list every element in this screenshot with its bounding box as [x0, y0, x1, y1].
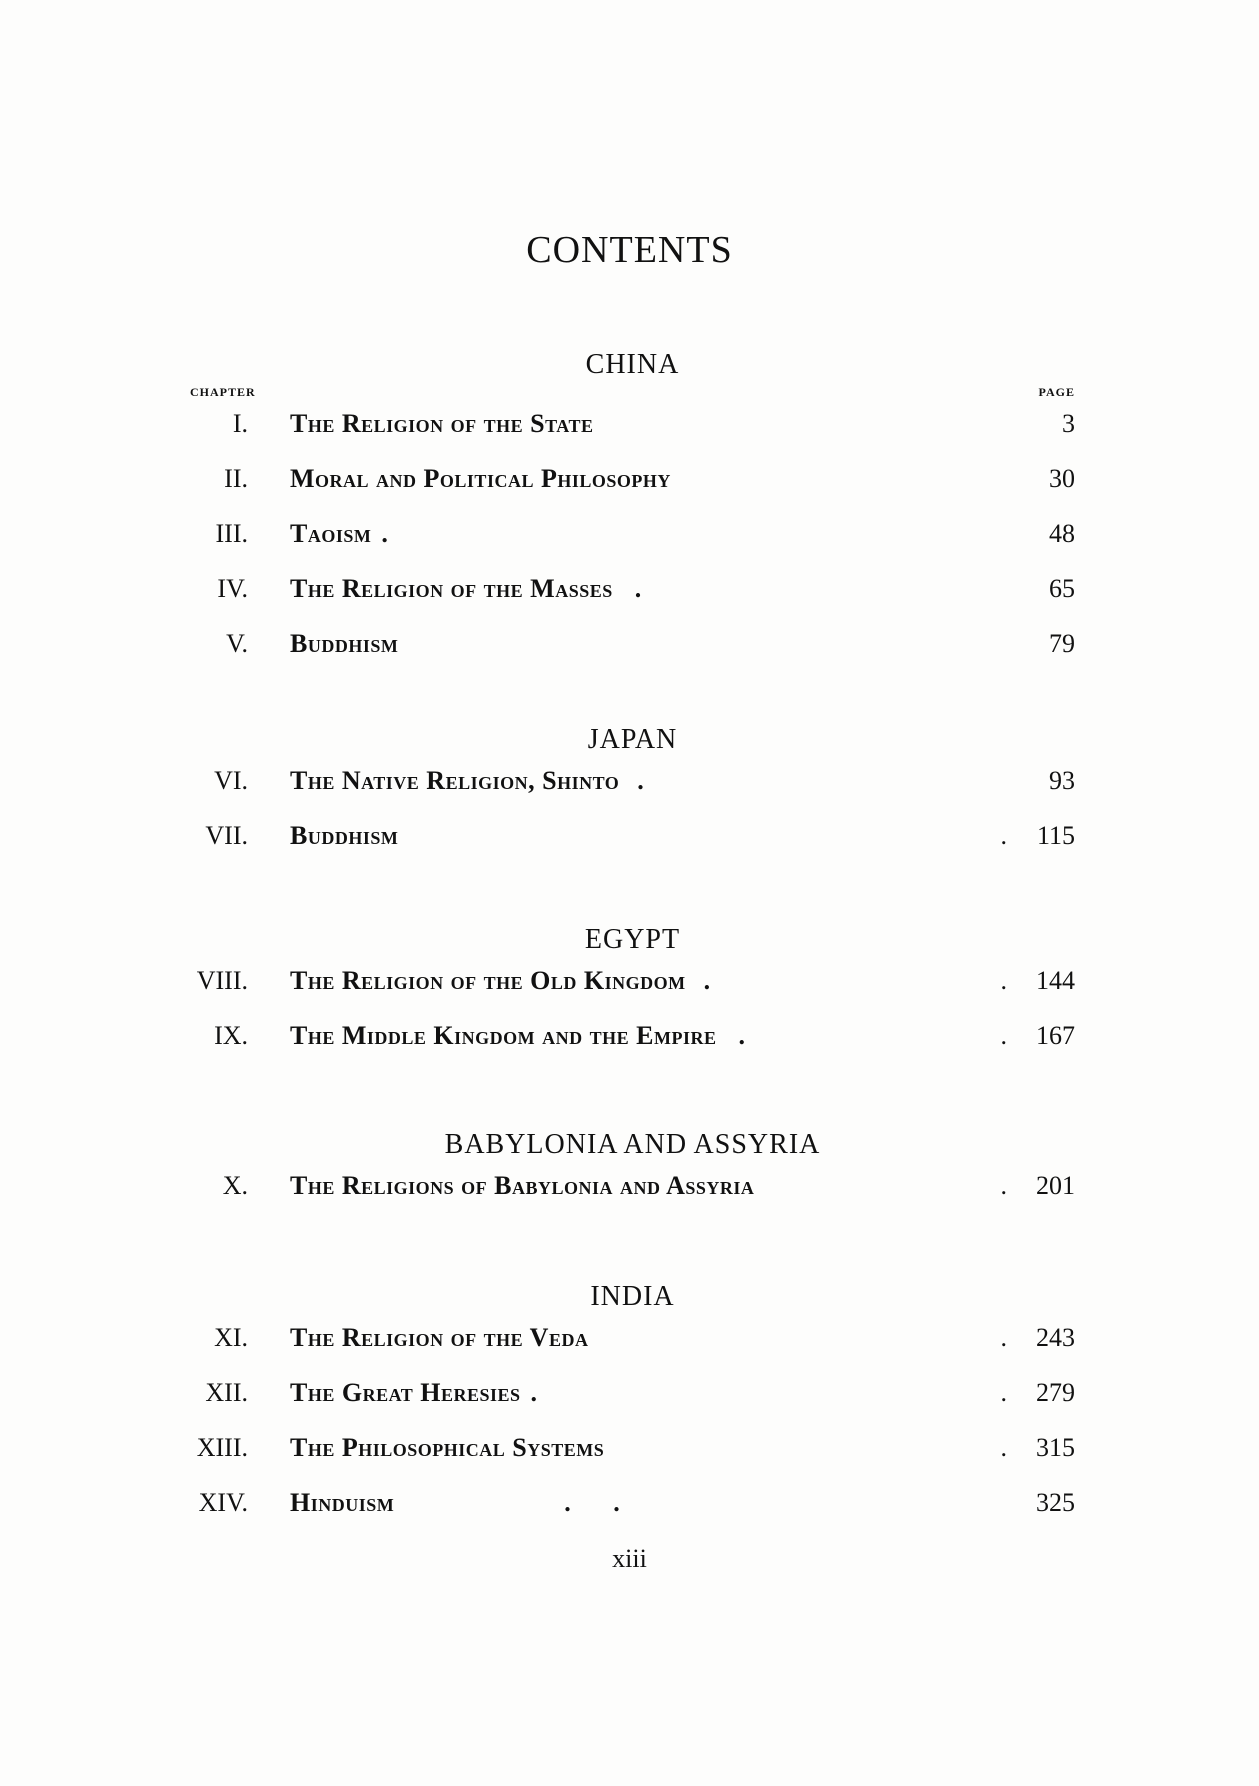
dot-leader: . [1000, 1378, 1007, 1407]
section-heading: INDIA [590, 1281, 675, 1312]
page-folio: xiii [612, 1544, 647, 1573]
dot-leader: . [634, 574, 642, 603]
chapter-number: IX. [214, 1021, 248, 1050]
toc-entry[interactable] [190, 1015, 1075, 1070]
chapter-number: V. [226, 629, 248, 658]
chapter-title: The Middle Kingdom and the Empire . [290, 1021, 746, 1050]
section-heading: CHINA [585, 349, 680, 380]
dot-leader: . [1000, 1323, 1007, 1352]
section-heading: EGYPT [584, 924, 681, 955]
dot-leader: . . [564, 1488, 638, 1517]
dot-leader: . [1000, 1433, 1007, 1462]
chapter-number: II. [224, 464, 248, 493]
section-heading: BABYLONIA AND ASSYRIA [444, 1129, 821, 1160]
chapter-number: IV. [217, 574, 248, 603]
toc-entry[interactable] [190, 623, 1075, 678]
chapter-title: The Great Heresies . [290, 1378, 538, 1407]
chapter-title: The Religion of the Masses . [290, 574, 642, 603]
dot-leader: . [530, 1378, 538, 1407]
section-china [190, 345, 1075, 678]
chapter-title: The Native Religion, Shinto . [290, 766, 645, 795]
chapter-number: VII. [205, 821, 248, 850]
dot-leader: . [738, 1021, 746, 1050]
page-number: 201 [1036, 1171, 1075, 1200]
toc-entry[interactable] [190, 1482, 1075, 1537]
page-number: 279 [1036, 1378, 1075, 1407]
toc-entry[interactable] [190, 760, 1075, 815]
chapter-number: VIII. [196, 966, 248, 995]
chapter-number: I. [232, 409, 248, 438]
page-number: 48 [1049, 519, 1075, 548]
chapter-label: CHAPTER [190, 385, 256, 399]
chapter-number: III. [215, 519, 248, 548]
chapter-number: XI. [214, 1323, 248, 1352]
chapter-number: XIV. [198, 1488, 248, 1517]
chapter-title: Buddhism [290, 629, 399, 658]
page-number: 79 [1049, 629, 1075, 658]
dot-leader: . [1000, 966, 1007, 995]
page-number: 65 [1049, 574, 1075, 603]
dot-leader: . [637, 766, 645, 795]
toc-entry[interactable] [190, 458, 1075, 513]
chapter-title: The Religion of the Veda [290, 1323, 589, 1352]
toc-entry[interactable] [190, 1165, 1075, 1220]
chapter-title: Taoism . [290, 519, 389, 548]
page-number: 315 [1036, 1433, 1075, 1462]
toc-entry[interactable] [190, 403, 1075, 458]
chapter-title: Hinduism . . [290, 1488, 638, 1517]
page-number: 144 [1036, 966, 1075, 995]
section-babylonia-assyria [190, 1125, 1075, 1220]
page-title: CONTENTS [526, 229, 733, 271]
dot-leader: . [1000, 821, 1007, 850]
chapter-title: The Philosophical Systems [290, 1433, 605, 1462]
toc-entry[interactable] [190, 1317, 1075, 1372]
toc-entry[interactable] [190, 1372, 1075, 1427]
dot-leader: . [1000, 1171, 1007, 1200]
column-labels [190, 385, 1075, 403]
chapter-title: Buddhism [290, 821, 399, 850]
page-number: 243 [1036, 1323, 1075, 1352]
chapter-number: XII. [205, 1378, 248, 1407]
chapter-title: The Religion of the State [290, 409, 594, 438]
section-heading: JAPAN [587, 724, 678, 755]
toc-entry[interactable] [190, 1427, 1075, 1482]
section-egypt [190, 920, 1075, 1070]
chapter-number: VI. [214, 766, 248, 795]
chapter-title: Moral and Political Philosophy [290, 464, 671, 493]
toc-entry[interactable] [190, 568, 1075, 623]
toc-entry[interactable] [190, 513, 1075, 568]
section-japan [190, 720, 1075, 870]
page-number: 325 [1036, 1488, 1075, 1517]
chapter-number: XIII. [196, 1433, 248, 1462]
page-label: PAGE [1038, 385, 1075, 399]
page-number: 3 [1062, 409, 1075, 438]
toc-entry[interactable] [190, 960, 1075, 1015]
chapter-number: X. [222, 1171, 248, 1200]
page-number: 93 [1049, 766, 1075, 795]
dot-leader: . [1000, 1021, 1007, 1050]
page-number: 115 [1036, 821, 1075, 850]
chapter-title: The Religions of Babylonia and Assyria [290, 1171, 755, 1200]
section-india [190, 1277, 1075, 1537]
dot-leader: . [381, 519, 389, 548]
chapter-title: The Religion of the Old Kingdom . [290, 966, 711, 995]
page-number: 167 [1036, 1021, 1075, 1050]
dot-leader: . [703, 966, 711, 995]
toc-entry[interactable] [190, 815, 1075, 870]
page-number: 30 [1049, 464, 1075, 493]
